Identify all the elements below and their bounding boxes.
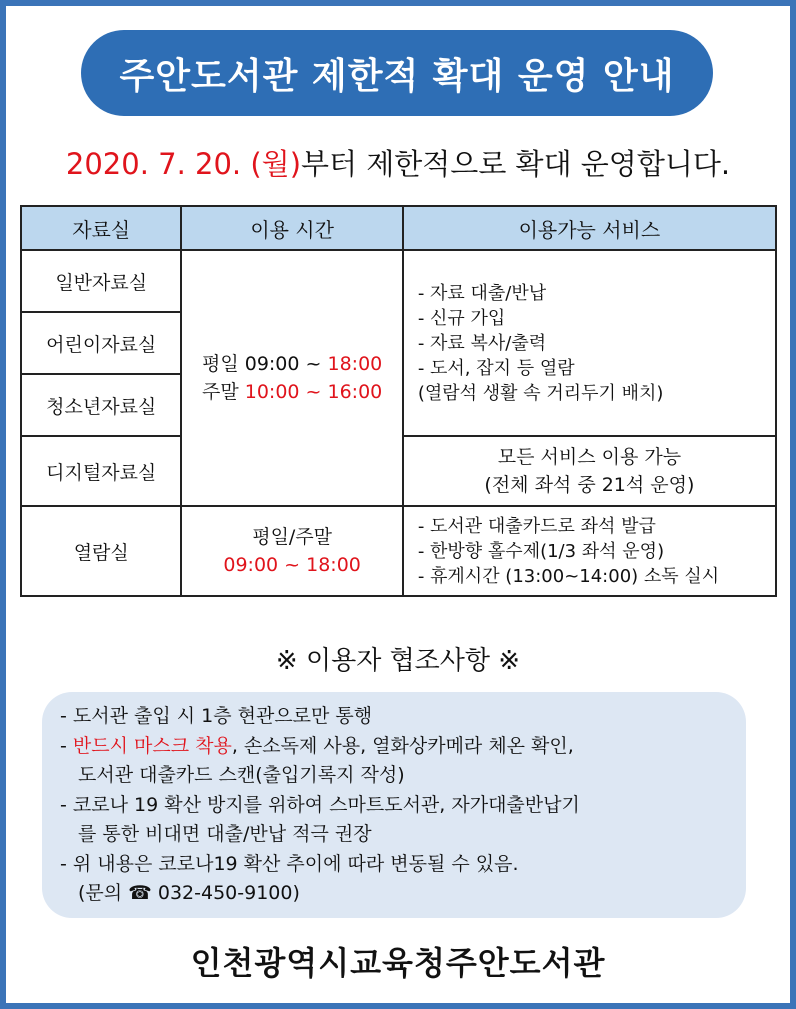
services-cell [403, 250, 776, 436]
phone-icon: ☎ [128, 882, 152, 904]
reading-services-cell [403, 506, 776, 596]
weekday-end: 18:00 [327, 353, 383, 375]
list-item: - 도서관 대출카드로 좌석 발급 [417, 515, 656, 537]
table-header-row [21, 206, 776, 250]
list-item: - 도서, 잡지 등 열람 [417, 357, 575, 379]
notice-line: - 도서관 출입 시 1층 현관으로만 통행 [60, 705, 373, 727]
room-children: 어린이자료실 [21, 312, 181, 374]
contact-prefix: (문의 [78, 882, 129, 904]
list-item: - 자료 복사/출력 [417, 332, 547, 354]
list-item: - 한방향 홀수제(1/3 좌석 운영) [417, 540, 665, 562]
hours-cell [181, 250, 402, 506]
room-general: 일반자료실 [21, 250, 181, 312]
list-item: - 자료 대출/반납 [417, 282, 547, 304]
digital-service-line: 모든 서비스 이용 가능 [497, 446, 682, 468]
weekday-hours: 평일 09:00 ~ [201, 353, 328, 375]
notice-heading: ※ 이용자 협조사항 ※ [275, 646, 521, 676]
header-hours: 이용 시간 [181, 206, 402, 250]
notice-line: - 코로나 19 확산 방지를 위하여 스마트도서관, 자가대출반납기 [60, 793, 580, 816]
header-room: 자료실 [21, 206, 181, 250]
list-item: - 신규 가입 [417, 307, 506, 329]
notice-box [42, 692, 746, 918]
notice-line: - 위 내용은 코로나19 확산 추이에 따라 변동될 수 있음. [60, 852, 519, 875]
notice-line: 를 통한 비대면 대출/반납 적극 권장 [78, 823, 372, 845]
contact-line [60, 879, 722, 909]
reading-time: 09:00 ~ 18:00 [223, 554, 361, 576]
weekend-hours: 10:00 ~ 16:00 [244, 381, 383, 403]
operation-start-notice [0, 142, 796, 183]
digital-services-cell [403, 436, 776, 506]
list-item: - 휴게시간 (13:00~14:00) 소독 실시 [417, 565, 720, 587]
room-digital: 디지털자료실 [21, 436, 181, 506]
digital-service-line: (전체 좌석 중 21석 운영) [484, 474, 695, 496]
notice-line-rest: , 손소독제 사용, 열화상카메라 체온 확인, [231, 734, 574, 757]
start-date: 2020. 7. 20. (월) [65, 147, 302, 181]
notice-line [60, 732, 722, 762]
library-name: 인천광역시교육청주안도서관 [190, 944, 606, 982]
table-row [21, 250, 776, 312]
contact-phone: 032-450-9100) [151, 882, 300, 904]
header-services: 이용가능 서비스 [403, 206, 776, 250]
notice-line: 도서관 대출카드 스캔(출입기록지 작성) [78, 764, 405, 786]
list-item: (열람석 생활 속 거리두기 배치) [417, 382, 664, 404]
notice-dash: - [60, 734, 73, 757]
room-youth: 청소년자료실 [21, 374, 181, 436]
weekend-label: 주말 [202, 381, 245, 403]
reading-days: 평일/주말 [252, 526, 333, 548]
mask-required: 반드시 마스크 착용 [72, 734, 232, 757]
page-title: 주안도서관 제한적 확대 운영 안내 [81, 30, 713, 116]
start-text: 부터 제한적으로 확대 운영합니다. [301, 147, 731, 181]
table-row [21, 506, 776, 596]
room-reading: 열람실 [21, 506, 181, 596]
reading-hours-cell [181, 506, 402, 596]
operation-table [20, 205, 777, 597]
